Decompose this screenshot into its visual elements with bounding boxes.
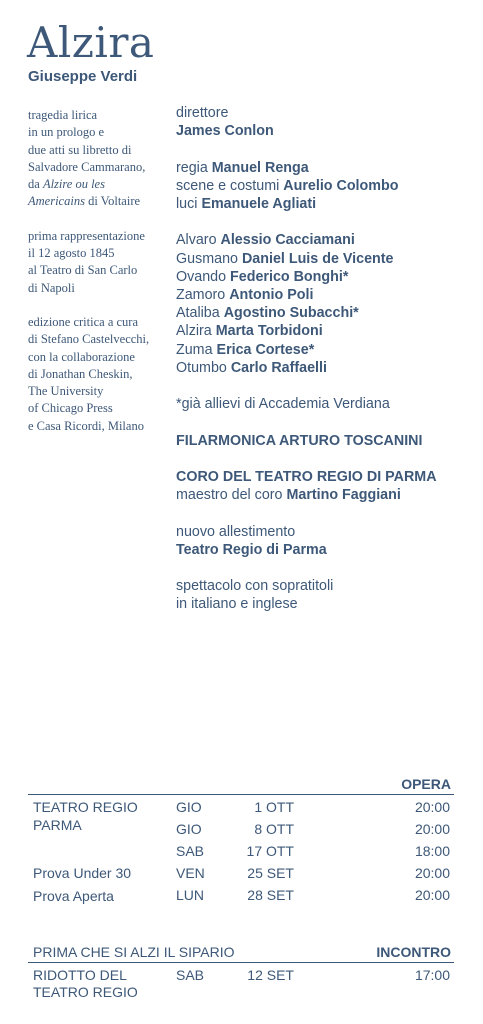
info-line: il 12 agosto 1845 (28, 246, 115, 261)
cast-row: Alvaro Alessio Cacciamani (176, 232, 355, 249)
incontro-title: PRIMA CHE SI ALZI IL SIPARIO (33, 944, 235, 960)
schedule-day: LUN (176, 887, 205, 903)
info-line: di Jonathan Cheskin, (28, 366, 133, 381)
venue-name: TEATRO REGIO (33, 799, 138, 815)
cast-row: Ataliba Agostino Subacchi* (176, 305, 359, 322)
schedule-time: 20:00 (414, 799, 450, 815)
schedule-day: SAB (176, 843, 205, 859)
info-line: in un prologo e (28, 125, 105, 140)
info-line: di Stefano Castelvecchi, (28, 332, 150, 347)
production-label: nuovo allestimento (176, 523, 296, 540)
info-line: due atti su libretto di (28, 142, 132, 157)
schedule-day: GIO (176, 799, 202, 815)
opera-info (28, 107, 173, 452)
schedule-label: Prova Aperta (33, 888, 114, 904)
schedule-date: 8 OTT (254, 821, 294, 837)
info-paragraph-premiere (28, 228, 173, 297)
surtitles-line-1: spettacolo con sopratitoli (176, 578, 334, 595)
info-line: of Chicago Press (28, 401, 113, 416)
divider (28, 962, 454, 963)
info-line: di Napoli (28, 280, 75, 295)
schedule-date: 17 OTT (246, 843, 294, 859)
info-paragraph-libretto (28, 107, 173, 211)
schedule-date: 1 OTT (254, 799, 294, 815)
cast-row: Otumbo Carlo Raffaelli (176, 359, 327, 376)
source-author: di Voltaire (84, 194, 141, 209)
source-title-2: Americains (28, 194, 85, 209)
info-line: prima rappresentazione (28, 228, 145, 243)
opera-header: OPERA (401, 776, 451, 792)
venue-name-2: TEATRO REGIO (33, 984, 138, 1000)
info-line-source-2 (28, 193, 173, 210)
surtitles-line-2: in italiano e inglese (176, 596, 298, 613)
schedule-day: VEN (176, 865, 205, 881)
schedule-label: Prova Under 30 (33, 865, 132, 881)
info-line: tragedia lirica (28, 108, 98, 122)
choir-master: maestro del coro Martino Faggiani (176, 487, 401, 504)
info-line: e Casa Ricordi, Milano (28, 418, 144, 433)
info-paragraph-edition (28, 314, 173, 435)
info-line: edizione critica a cura (28, 314, 138, 329)
schedule-day: GIO (176, 821, 202, 837)
schedule-day: SAB (176, 967, 205, 983)
cast-row: Zamoro Antonio Poli (176, 287, 314, 303)
orchestra: FILARMONICA ARTURO TOSCANINI (176, 432, 423, 449)
opera-schedule (28, 776, 454, 906)
composer: Giuseppe Verdi (28, 68, 138, 85)
schedule-time: 20:00 (414, 821, 450, 837)
venue-city: PARMA (33, 817, 82, 833)
info-line: The University (28, 384, 104, 399)
page-title: Alzira (27, 18, 155, 67)
venue-name: RIDOTTO DEL (33, 967, 127, 983)
incontro-schedule (28, 944, 454, 1006)
schedule-date: 25 SET (247, 865, 294, 881)
info-line-source (28, 176, 173, 193)
schedule-date: 28 SET (247, 887, 294, 903)
info-line: al Teatro di San Carlo (28, 263, 138, 278)
cast-row: Gusmano Daniel Luis de Vicente (176, 250, 394, 267)
luci: luci Emanuele Agliati (176, 196, 317, 212)
schedule-time: 18:00 (414, 843, 450, 859)
production-name: Teatro Regio di Parma (176, 541, 327, 558)
info-da: da (28, 177, 43, 192)
incontro-header: INCONTRO (376, 944, 451, 960)
cast-row: Alzira Marta Torbidoni (176, 323, 323, 340)
direttore-name: James Conlon (176, 123, 274, 140)
schedule-date: 12 SET (247, 967, 294, 983)
source-title-1: Alzire ou les (42, 177, 105, 192)
regia: regia Manuel Renga (176, 159, 309, 176)
schedule-time: 17:00 (414, 967, 450, 983)
scene-costumi: scene e costumi Aurelio Colombo (176, 177, 399, 194)
divider (28, 794, 454, 795)
info-line: con la collaborazione (28, 349, 135, 364)
schedule-time: 20:00 (414, 887, 450, 903)
choir: CORO DEL TEATRO REGIO DI PARMA (176, 468, 437, 485)
academy-note: *già allievi di Accademia Verdiana (176, 396, 390, 413)
direttore-label: direttore (176, 105, 229, 121)
credits (176, 104, 476, 614)
schedule-time: 20:00 (414, 865, 450, 881)
cast-row: Zuma Erica Cortese* (176, 341, 315, 358)
info-line: Salvadore Cammarano, (28, 159, 146, 174)
cast-row: Ovando Federico Bonghi* (176, 268, 349, 285)
